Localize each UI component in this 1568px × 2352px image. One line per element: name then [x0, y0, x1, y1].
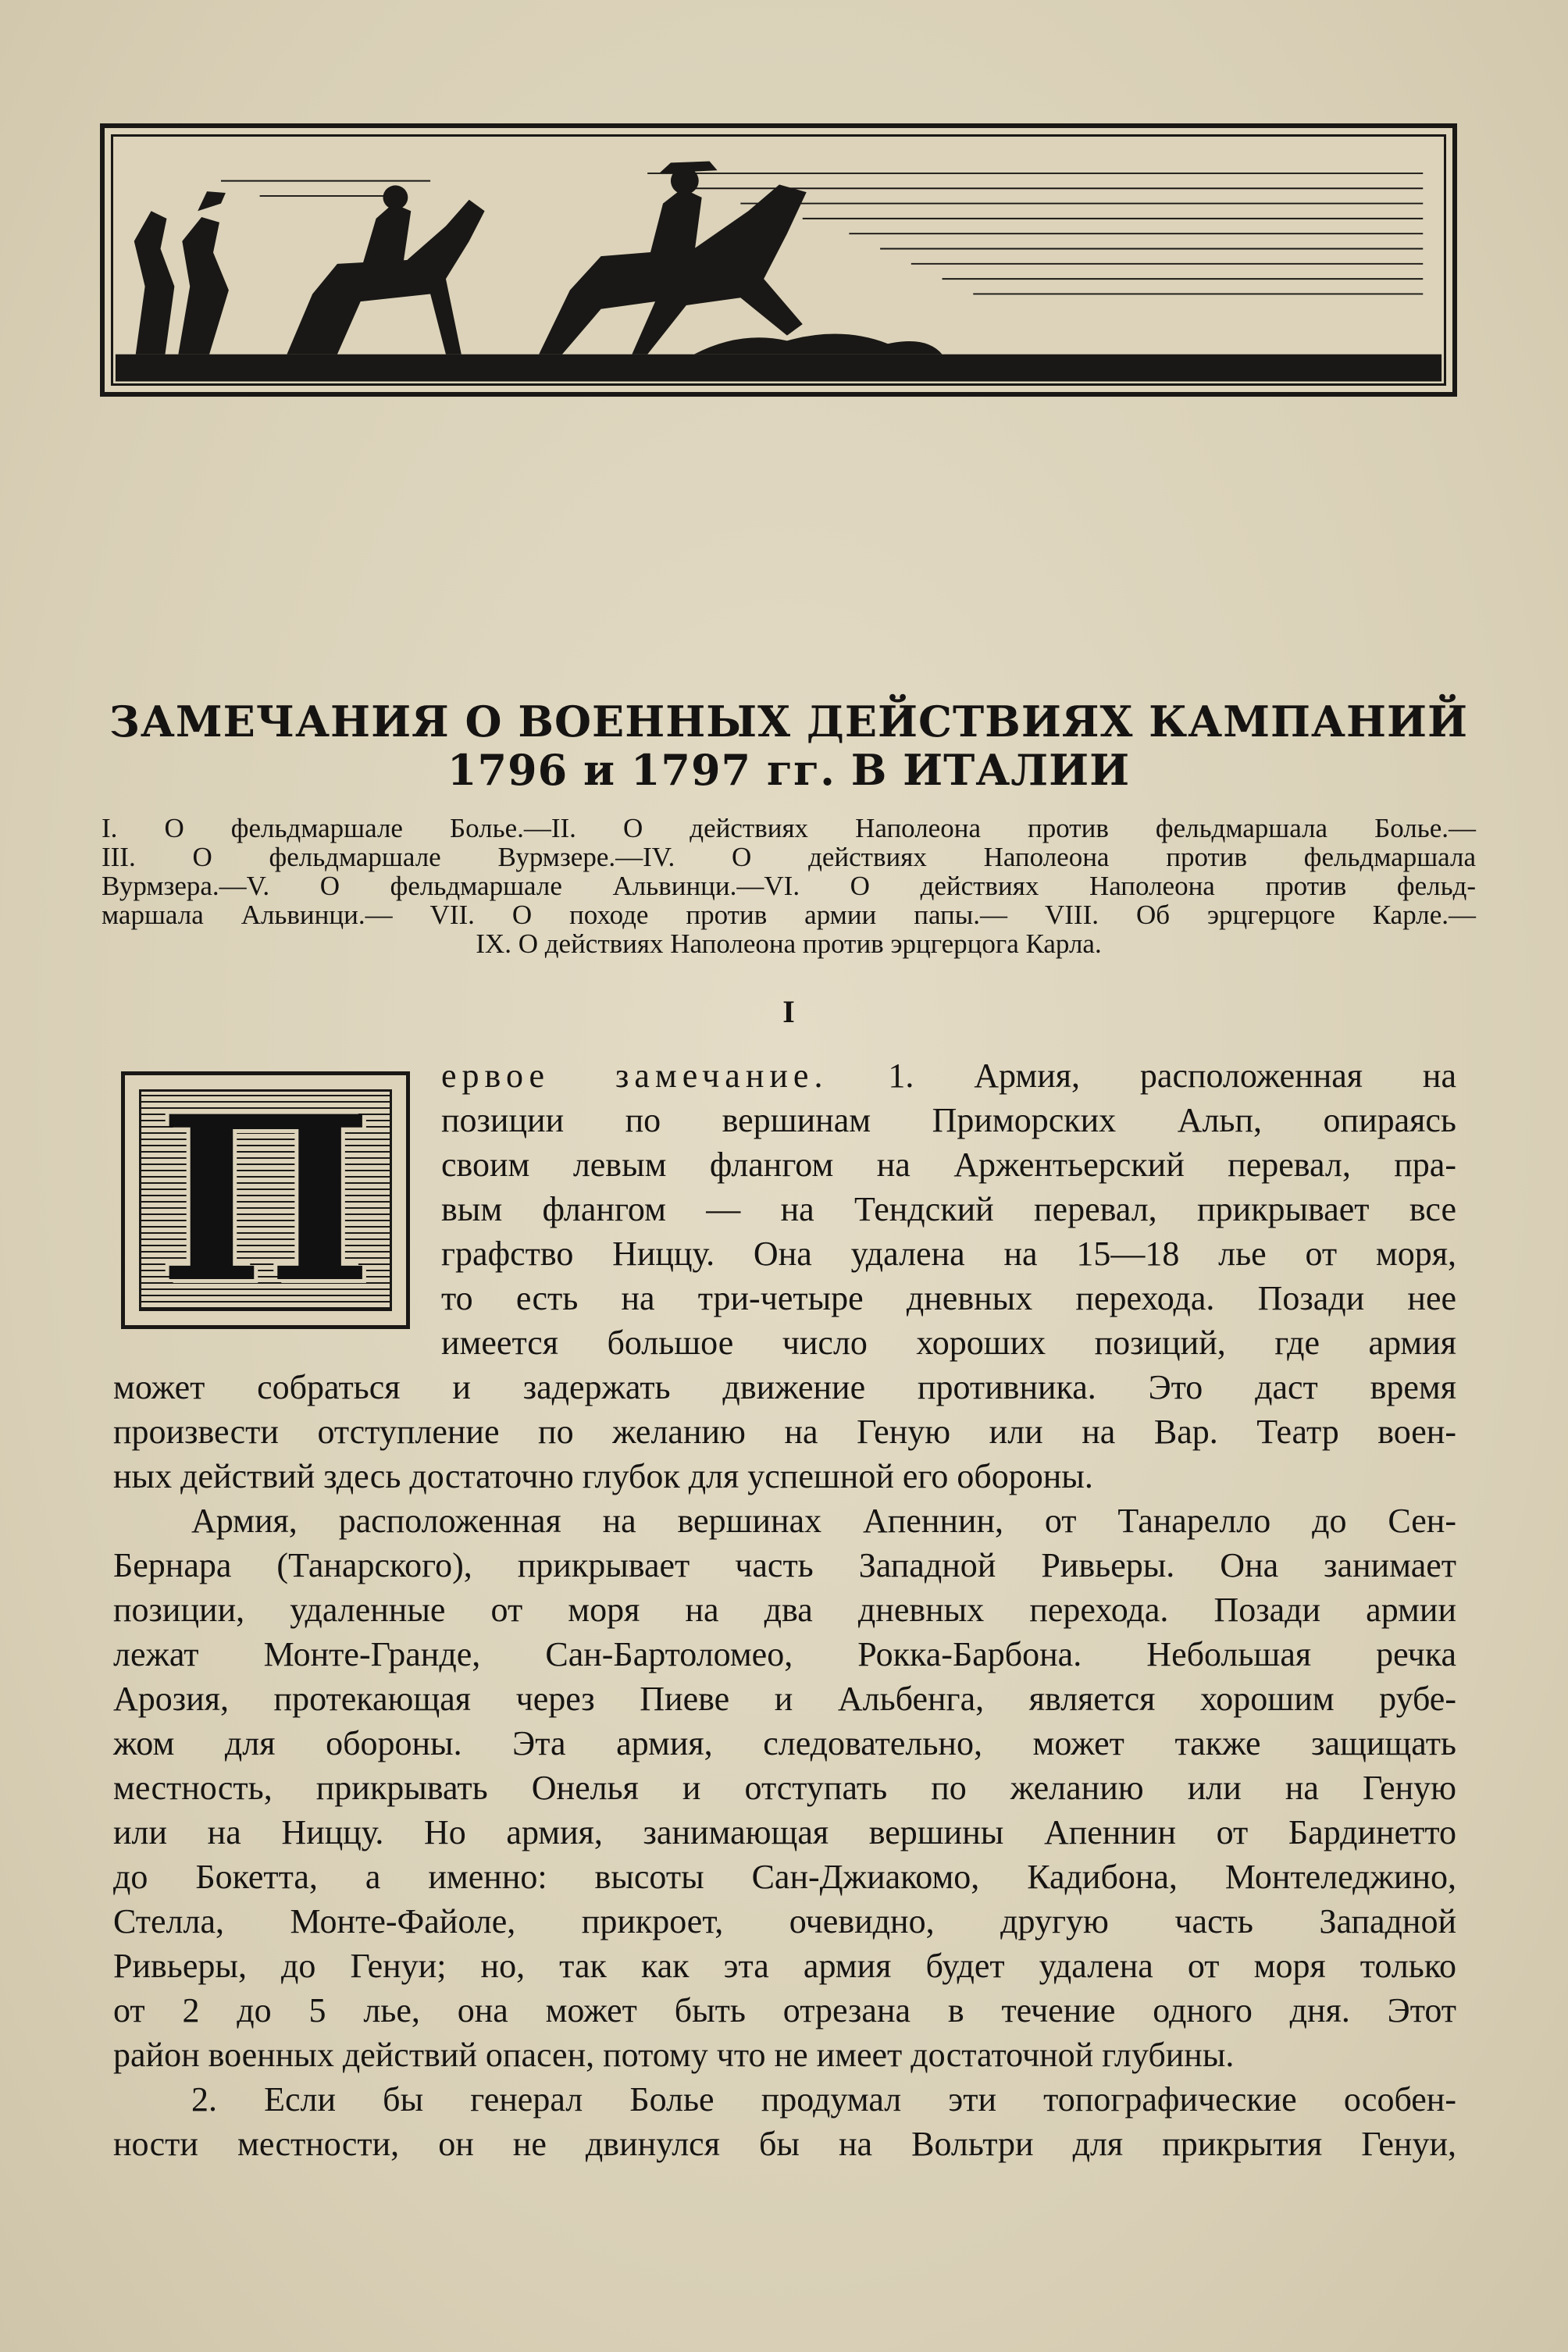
body-line: от 2 до 5 лье, она может быть отрезана в течение одного дня. Этот — [113, 1991, 1456, 2029]
first-word: ервое замечание. — [441, 1057, 829, 1095]
body-line: своим левым флангом на Аржентьерский перевал, пра- — [441, 1146, 1456, 1184]
body-line: позиции по вершинам Приморских Альп, опираясь — [441, 1101, 1456, 1139]
body-line: графство Ниццу. Она удалена на 15—18 лье от моря, — [441, 1235, 1456, 1273]
body-line: ности местности, он не двинулся бы на Вольтри для прикрытия Генуи, — [113, 2125, 1456, 2163]
body-line: Стелла, Монте-Файоле, прикроет, очевидно, другую часть Западной — [113, 1902, 1456, 1940]
body-line: Армия, расположенная на вершинах Апеннин, от Танарелло до Сен- — [191, 1502, 1456, 1540]
body-line: район военных действий опасен, потому что не имеет достаточной глубины. — [113, 2036, 1235, 2074]
contents-line: маршала Альвинци.— VII. О походе против армии папы.— VIII. Об эрцгерцоге Карле.— — [102, 900, 1476, 930]
contents-line: III. О фельдмаршале Вурмзере.—IV. О действиях Наполеона против фельдмаршала — [102, 842, 1476, 872]
horsemen-illustration-icon — [105, 128, 1452, 392]
drop-cap — [121, 1067, 410, 1333]
body-line: то есть на три-четыре дневных перехода. Позади нее — [441, 1279, 1456, 1317]
contents-line: IX. О действиях Наполеона против эрцгерцога Карла. — [476, 928, 1102, 959]
drop-cap-letter: П — [159, 1067, 372, 1333]
header-illustration — [100, 123, 1457, 397]
body-line: или на Ниццу. Но армия, занимающая вершины Апеннин от Бардинетто — [113, 1813, 1456, 1851]
body-line: позиции, удаленные от моря на два дневных перехода. Позади армии — [113, 1591, 1456, 1629]
body-line: произвести отступление по желанию на Геную или на Вар. Театр воен- — [113, 1413, 1456, 1451]
body-line: имеется большое число хороших позиций, где армия — [441, 1324, 1456, 1362]
body-line: лежат Монте-Гранде, Сан-Бартоломео, Рокка-Барбона. Небольшая речка — [113, 1635, 1456, 1673]
body-line — [441, 1057, 1456, 1096]
chapter-title-line-1: ЗАМЕЧАНИЯ О ВОЕННЫХ ДЕЙСТВИЯХ КАМПАНИЙ — [109, 697, 1469, 747]
body-line: Ривьеры, до Генуи; но, так как эта армия будет удалена от моря только — [113, 1947, 1456, 1985]
body-line: 2. Если бы генерал Болье продумал эти топографические особен- — [191, 2080, 1456, 2119]
body-line: местность, прикрывать Онелья и отступать по желанию или на Геную — [113, 1769, 1456, 1807]
body-line: жом для обороны. Эта армия, следовательно, может также защищать — [113, 1724, 1456, 1762]
body-line: вым флангом — на Тендский перевал, прикрывает все — [441, 1190, 1456, 1228]
body-line: может собраться и задержать движение противника. Это даст время — [113, 1368, 1456, 1406]
body-line: до Бокетта, а именно: высоты Сан-Джиакомо, Кадибона, Монтеледжино, — [113, 1858, 1456, 1896]
contents-line: Вурмзера.—V. О фельдмаршале Альвинци.—VI. О действиях Наполеона против фельд- — [102, 871, 1476, 901]
section-number: I — [782, 994, 795, 1029]
body-line: ных действий здесь достаточно глубок для успешной его обороны. — [113, 1457, 1093, 1495]
body-line: Бернара (Танарского), прикрывает часть Западной Ривьеры. Она занимает — [113, 1546, 1456, 1584]
body-line: Арозия, протекающая через Пиеве и Альбенга, является хорошим рубе- — [113, 1680, 1456, 1718]
first-line-rest: 1. Армия, расположенная на — [828, 1057, 1456, 1095]
contents-line: I. О фельдмаршале Болье.—II. О действиях Наполеона против фельдмаршала Болье.— — [102, 813, 1476, 843]
chapter-title-line-2: 1796 и 1797 гг. В ИТАЛИИ — [447, 745, 1131, 795]
